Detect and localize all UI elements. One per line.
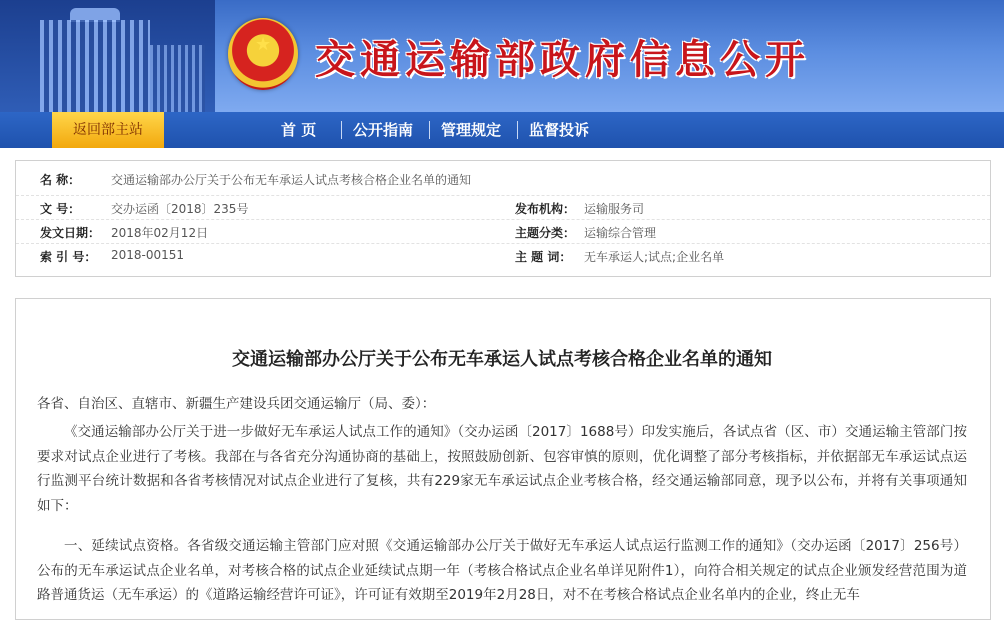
meta-row-name (16, 171, 990, 196)
meta-row-index (16, 243, 990, 269)
document-salutation: 各省、自治区、直辖市、新疆生产建设兵团交通运输厅（局、委）： (37, 396, 436, 412)
document-title: 交通运输部办公厅关于公布无车承运人试点考核合格企业名单的通知 (232, 349, 772, 370)
document-paragraph-2: 一、延续试点资格。各省级交通运输主管部门应对照《交通运输部办公厅关于做好无车承运人试点运行监测工作的通知》（交办运函〔2017〕256号）公布的无车承运试点企业名单，对考核合格的试点企业延续试点期一年（考核合格试点企业名单详见附件1），向符合相关规定的试点企业颁发经营范围为道路普通货运（无车承运）的《道路运输经营许可证》，许可证有效期至2019年2月28日，对不在考核合格试点企业名单内的企业，终止无车 (37, 538, 967, 603)
national-emblem-icon: ★ (228, 18, 298, 90)
meta-keywords-label: 主 题 词： (515, 250, 572, 264)
meta-date-value: 2018年02月12日 (111, 226, 209, 240)
meta-row-docno (16, 195, 990, 221)
nav-item-complaints[interactable]: 监督投诉 (529, 121, 590, 139)
meta-docno-value: 交办运函〔2018〕235号 (111, 202, 249, 216)
meta-org-label: 发布机构： (515, 202, 576, 216)
meta-name-label: 名 称： (40, 173, 81, 187)
nav-divider (517, 121, 518, 139)
back-to-main-site-button[interactable]: 返回部主站 (52, 112, 164, 148)
meta-date-label: 发文日期： (40, 226, 101, 240)
document-paragraph-1: 《交通运输部办公厅关于进一步做好无车承运人试点工作的通知》（交办运函〔2017〕1688号）印发实施后，各试点省（区、市）交通运输主管部门按要求对试点企业进行了考核。我部在与各省充分沟通协商的基础上，按照鼓励创新、包容审慎的原则，优化调整了部分考核指标，并依据部无车承运试点运行监测平台统计数据和各省考核情况对试点企业进行了复核，共有229家无车承运试点企业考核合格，经交通运输部同意，现予以公布，并将有关事项通知如下： (37, 424, 967, 514)
site-title: 交通运输部政府信息公开 (315, 37, 810, 83)
meta-category-value: 运输综合管理 (584, 226, 657, 240)
nav-item-regulations[interactable]: 管理规定 (441, 121, 502, 139)
meta-row-date (16, 219, 990, 245)
meta-index-label: 索 引 号： (40, 250, 97, 264)
nav-divider (341, 121, 342, 139)
meta-docno-label: 文 号： (40, 202, 81, 216)
nav-item-guide[interactable]: 公开指南 (353, 121, 414, 139)
document-metadata-box (15, 160, 991, 277)
meta-keywords-value: 无车承运人;试点;企业名单 (584, 250, 725, 264)
meta-org-value: 运输服务司 (584, 202, 645, 216)
meta-category-label: 主题分类： (515, 226, 576, 240)
meta-name-value: 交通运输部办公厅关于公布无车承运人试点考核合格企业名单的通知 (111, 173, 472, 187)
building-banner-image (0, 0, 215, 112)
nav-divider (429, 121, 430, 139)
meta-index-value: 2018-00151 (111, 248, 185, 262)
nav-item-home[interactable]: 首 页 (281, 121, 317, 139)
site-header (0, 0, 1004, 112)
